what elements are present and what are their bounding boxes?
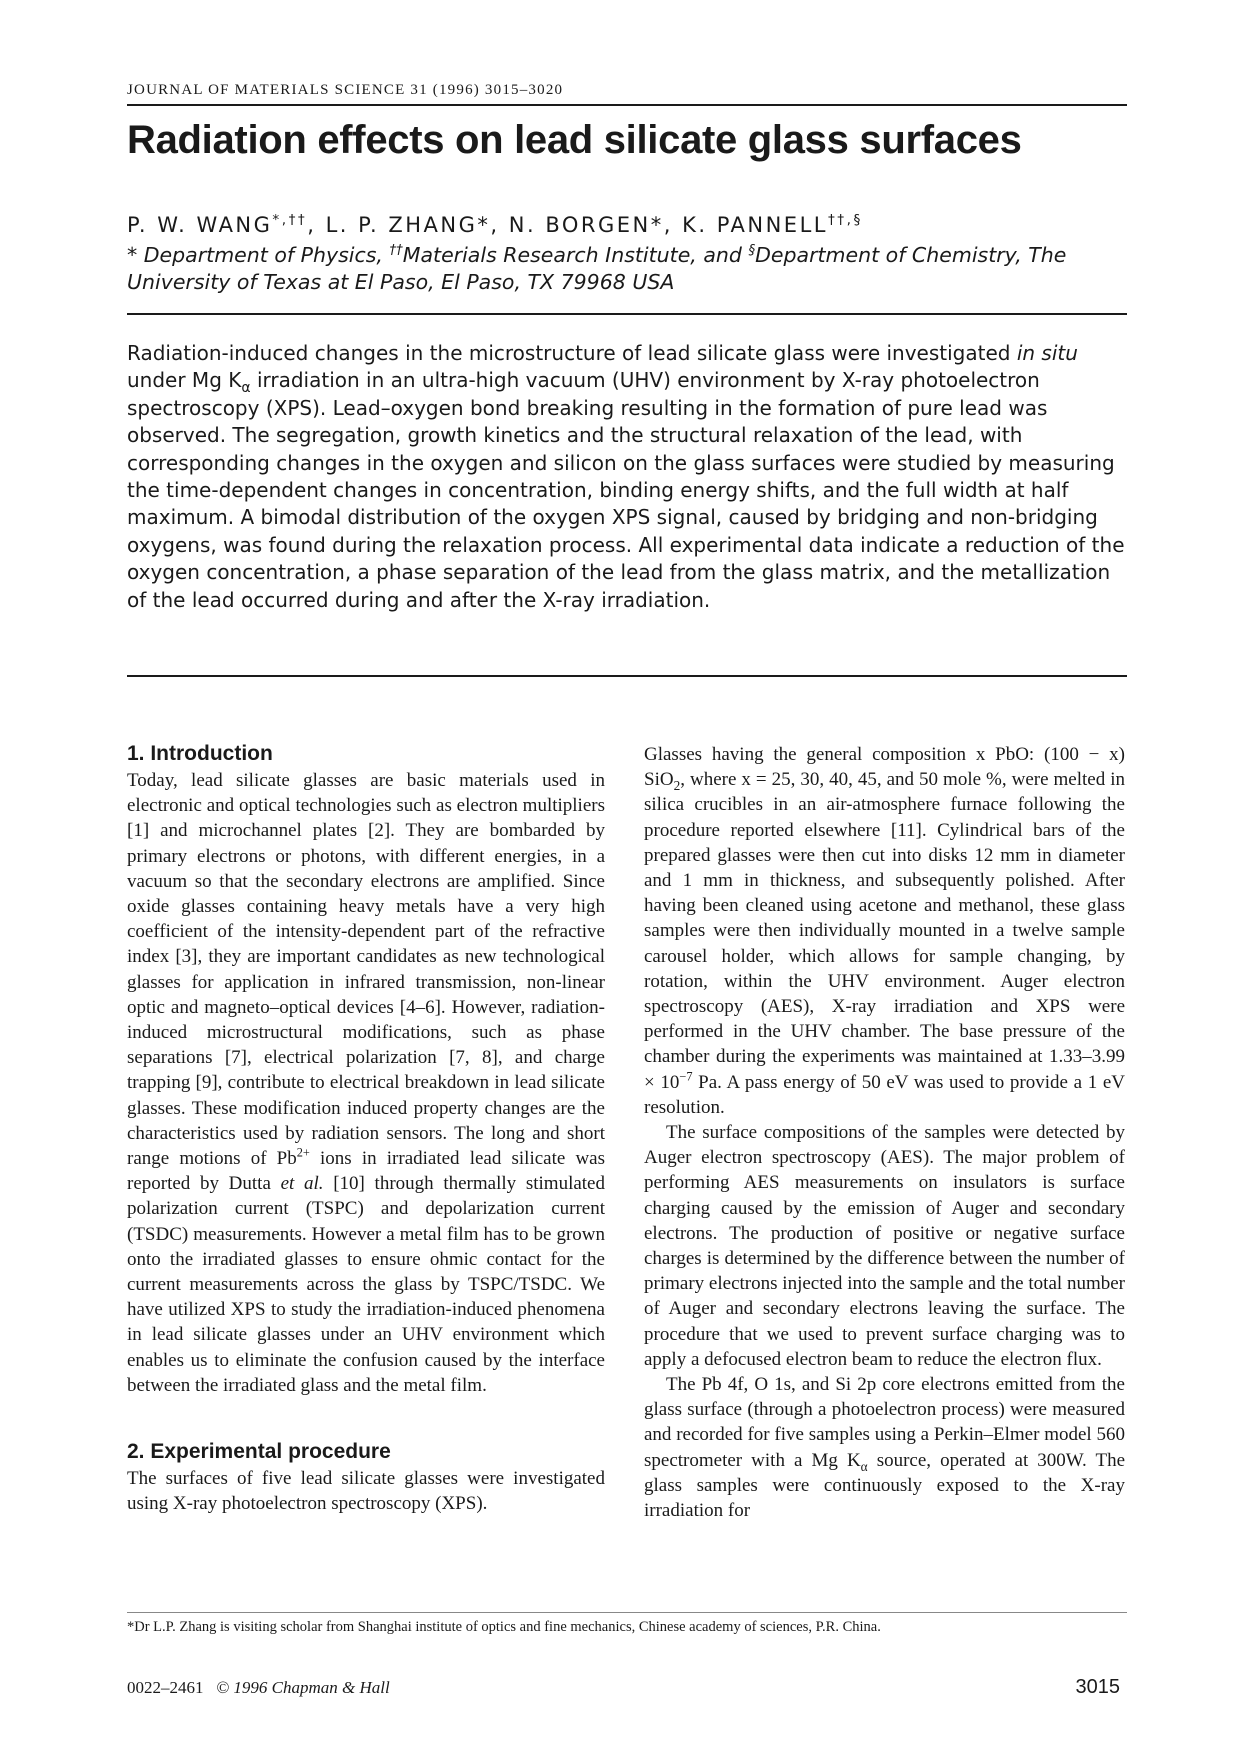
footer-copyright: © 1996 Chapman & Hall <box>216 1678 390 1697</box>
intro-paragraph: Today, lead silicate glasses are basic materials used in electronic and optical technologies such as electron multipliers [1] and microchannel plates [2]. They are bombarded by primary electrons or photons, with different energies, in a vacuum so that the secondary electrons are amplified. Since oxide glasses containing heavy metals have a very high coefficient of the intensity-dependent part of the refractive index [3], they are important candidates as new technological glasses for application in infrared transmission, non-linear optic and magneto–optical devices [4–6]. However, radiation-induced microstructural modifications, such as phase separations [7], electrical polarization [7, 8], and charge trapping [9], contribute to electrical breakdown in lead silicate glasses. These modification induced property changes are the characteristics used by radiation sensors. The long and short range motions of $Pb^{2+}$ ions in irradiated lead silicate was reported by Dutta et al. [10] through thermally stimulated polarization current (TSPC) and depolarization current (TSDC) measurements. However a metal film has to be grown onto the irradiated glasses to ensure ohmic contact for the current measurements across the glass by TSPC/TSDC. We have utilized XPS to study the irradiation-induced phenomena in lead silicate glasses under an UHV environment which enables us to eliminate the confusion caused by the interface between the irradiated glass and the metal film. <box>127 770 605 1396</box>
left-column <box>127 740 605 1516</box>
page-number: 3015 <box>1075 1676 1120 1698</box>
aes-paragraph: The surface compositions of the samples were detected by Auger electron spectroscopy (AES). The major problem of performing AES measurements on insulators is surface charging caused by the emission of Auger and secondary electrons. The production of positive or negative surface charges is determined by the difference between the number of primary electrons injected into the sample and the total number of Auger and secondary electrons leaving the surface. The procedure that we used to prevent surface charging was to apply a defocused electron beam to reduce the electron flux. <box>644 1122 1125 1370</box>
paper-title: Radiation effects on lead silicate glass surfaces <box>127 118 1022 162</box>
xps-paragraph: The Pb 4f, O 1s, and Si 2p core electrons emitted from the glass surface (through a photoelectron process) were measured and recorded for five samples using a Perkin–Elmer model 560 spectrometer with a Mg $K_\alpha$ source, operated at 300W. The glass samples were continuously exposed to the X-ray irradiation for <box>644 1374 1125 1522</box>
footnote: *Dr L.P. Zhang is visiting scholar from Shanghai institute of optics and fine mechanics, Chinese academy of sciences, P.R. China. <box>127 1619 881 1635</box>
abstract: Radiation-induced changes in the microstructure of lead silicate glass were investigated in situ under Mg $K_\alpha$ irradiation in an ultra-high vacuum (UHV) environment by X-ray photoelectron spectroscopy (XPS). Lead–oxygen bond breaking resulting in the formation of pure lead was observed. The segregation, growth kinetics and the structural relaxation of the lead, with corresponding changes in the oxygen and silicon on the glass surfaces were studied by measuring the time-dependent changes in concentration, binding energy shifts, and the full width at half maximum. A bimodal distribution of the oxygen XPS signal, caused by bridging and non-bridging oxygens, was found during the relaxation process. All experimental data indicate a reduction of the oxygen concentration, a phase separation of the lead from the glass matrix, and the metallization of the lead occurred during and after the X-ray irradiation. <box>127 341 1125 612</box>
section-heading: 2. Experimental procedure <box>127 1440 391 1464</box>
abstract-bottom-rule <box>127 675 1127 677</box>
journal-header: JOURNAL OF MATERIALS SCIENCE 31 (1996) 3015–3020 <box>127 82 564 98</box>
right-column <box>644 742 1125 1523</box>
materials-paragraph: Glasses having the general composition x PbO: (100 − x) SiO$_2$, where x = 25, 30, 40, 45, and 50 mole %, were melted in silica crucibles in an air-atmosphere furnace following the procedure reported elsewhere [11]. Cylindrical bars of the prepared glasses were then cut into disks 12 mm in diameter and 1 mm in thickness, and subsequently polished. After having been cleaned using acetone and methanol, these glass samples were then individually mounted in a twelve sample carousel holder, which allows for sample changing, by rotation, within the UHV environment. Auger electron spectroscopy (AES), X-ray irradiation and XPS were performed in the UHV chamber. The base pressure of the chamber during the experiments was maintained at $1.33-3.99 \times 10^{-7}$ Pa. A pass energy of 50 eV was used to provide a 1 eV resolution. <box>644 744 1125 1118</box>
header-rule <box>127 104 1127 106</box>
experimental-paragraph: The surfaces of five lead silicate glasses were investigated using X-ray photoelectron spectroscopy (XPS). <box>127 1468 605 1515</box>
author-list: P. W. WANG*,††, L. P. ZHANG*, N. BORGEN*, K. PANNELL††,§ <box>127 212 863 237</box>
footnote-rule <box>127 1612 1127 1613</box>
abstract-top-rule <box>127 313 1127 315</box>
section-heading: 1. Introduction <box>127 742 273 765</box>
footer-issn: 0022–2461 © 1996 Chapman & Hall <box>127 1678 390 1697</box>
affiliations: * Department of Physics, ††Materials Research Institute, and §Department of Chemistry, The University of Texas at El Paso, El Paso, TX 79968 USA <box>127 243 1067 294</box>
